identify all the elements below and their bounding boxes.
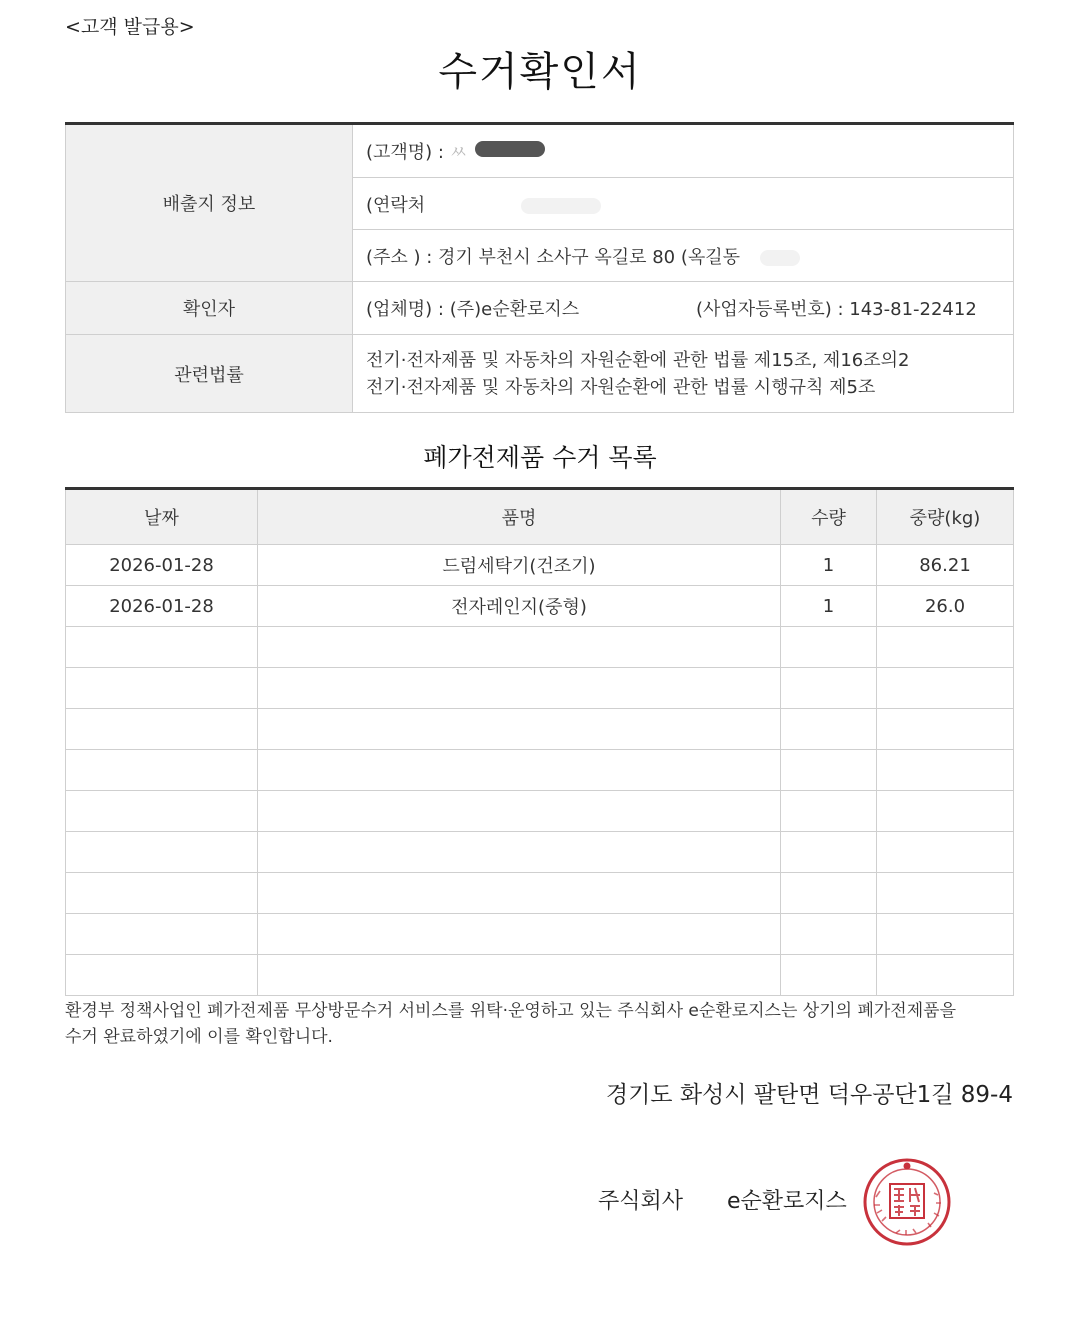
- company-seal-stamp: [862, 1157, 952, 1247]
- empty-row: [66, 832, 1014, 873]
- confirmer-label: 확인자: [66, 282, 353, 335]
- document-title: 수거확인서: [438, 49, 642, 95]
- copy-type-label: <고객 발급용>: [65, 16, 195, 38]
- law-line-1: 전기·전자제품 및 자동차의 자원순환에 관한 법률 제15조, 제16조의2: [366, 349, 910, 371]
- empty-row: [66, 668, 1014, 709]
- statement-line-1: 환경부 정책사업인 폐가전제품 무상방문수거 서비스를 위탁·운영하고 있는 주식회사 e순환로지스는 상기의 폐가전제품을: [65, 1001, 956, 1021]
- related-laws-label: 관련법률: [66, 335, 353, 413]
- column-header-weight: 중량(kg): [877, 489, 1014, 545]
- seal-dot: [904, 1163, 911, 1170]
- address-field: (주소 ) : 경기 부천시 소사구 옥길로 80 (옥길동: [366, 246, 741, 268]
- table-row: [66, 586, 1014, 627]
- business-number-field: (사업자등록번호) : 143-81-22412: [696, 299, 977, 320]
- customer-name-partial: ㅆ: [449, 142, 468, 163]
- law-line-2: 전기·전자제품 및 자동차의 자원순환에 관한 법률 시행규칙 제5조: [366, 376, 876, 398]
- confirmation-statement: [65, 998, 1025, 1050]
- weight-cell: 26.0: [877, 586, 1014, 627]
- column-header-date: 날짜: [66, 489, 258, 545]
- empty-row: [66, 709, 1014, 750]
- column-header-quantity: 수량: [781, 489, 877, 545]
- empty-row: [66, 627, 1014, 668]
- redaction-mark: [760, 250, 800, 266]
- contact-cell: [353, 178, 1014, 230]
- item-cell: 전자레인지(중형): [258, 586, 781, 627]
- related-laws-cell: [353, 335, 1014, 413]
- company-name: e순환로지스: [727, 1189, 847, 1214]
- contact-field: (연락처: [366, 194, 426, 216]
- company-address: 경기도 화성시 팔탄면 덕우공단1길 89-4: [605, 1082, 1013, 1108]
- company-type: 주식회사: [598, 1189, 684, 1214]
- empty-row: [66, 791, 1014, 832]
- weight-cell: 86.21: [877, 545, 1014, 586]
- empty-row: [66, 750, 1014, 791]
- quantity-cell: 1: [781, 586, 877, 627]
- quantity-cell: 1: [781, 545, 877, 586]
- redaction-mark: [521, 198, 601, 214]
- redaction-mark: [475, 141, 545, 157]
- statement-line-2: 수거 완료하였기에 이를 확인합니다.: [65, 1027, 333, 1047]
- seal-glyphs: [894, 1188, 920, 1216]
- empty-row: [66, 955, 1014, 996]
- seal-outer-ring: [865, 1160, 949, 1244]
- discharge-info-label: 배출지 정보: [66, 124, 353, 282]
- customer-name-cell: [353, 124, 1014, 178]
- empty-row: [66, 873, 1014, 914]
- address-cell: [353, 230, 1014, 282]
- date-cell: 2026-01-28: [66, 545, 258, 586]
- column-header-item: 품명: [258, 489, 781, 545]
- date-cell: 2026-01-28: [66, 586, 258, 627]
- item-cell: 드럼세탁기(건조기): [258, 545, 781, 586]
- collection-list-title: 폐가전제품 수거 목록: [423, 443, 657, 472]
- customer-name-field: (고객명) :: [366, 142, 450, 163]
- table-row: [66, 545, 1014, 586]
- collection-list-table: [65, 487, 1014, 996]
- confirmer-cell: [353, 282, 1014, 335]
- empty-row: [66, 914, 1014, 955]
- discharge-info-table: [65, 122, 1014, 413]
- company-field: (업체명) : (주)e순환로지스: [366, 299, 580, 320]
